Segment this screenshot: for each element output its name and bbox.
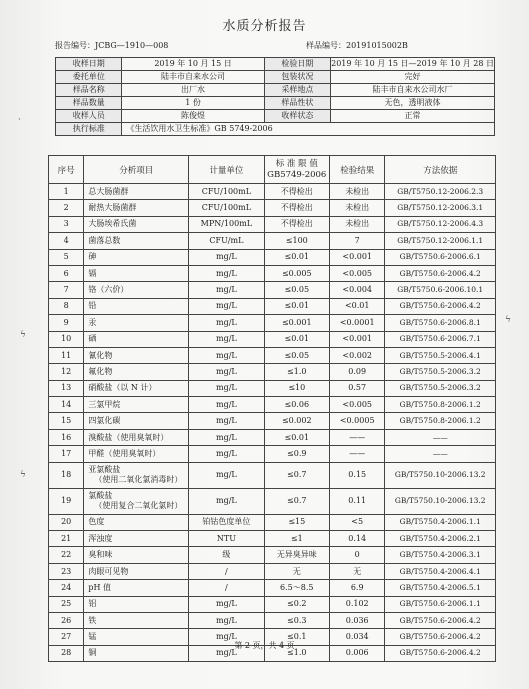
row-unit: mg/L (189, 265, 264, 281)
row-unit: 铂钴色度单位 (189, 514, 264, 530)
row-number: 17 (49, 446, 84, 462)
row-method: GB/T5750.12-2006.2.3 (385, 184, 496, 200)
row-unit: mg/L (189, 298, 264, 314)
row-unit: mg/L (189, 397, 264, 413)
result-row (49, 397, 496, 413)
info-row (56, 84, 495, 97)
row-item-name: 三氯甲烷 (88, 399, 121, 409)
row-method: —— (385, 446, 496, 462)
row-item-name: 肉眼可见物 (88, 566, 129, 576)
row-number: 24 (49, 580, 84, 596)
row-item (84, 216, 189, 232)
result-row (49, 200, 496, 216)
row-limit: ≤0.01 (264, 249, 329, 265)
row-item-name: 亚氯酸盐 (88, 465, 121, 475)
header-result: 检验结果 (329, 156, 384, 184)
header-method: 方法依据 (385, 156, 496, 184)
row-item-name: 锰 (88, 632, 97, 642)
row-number: 11 (49, 347, 84, 363)
row-limit: ≤15 (264, 514, 329, 530)
row-method: GB/T5750.4-2006.5.1 (385, 580, 496, 596)
row-item-name: 菌落总数 (88, 235, 121, 245)
row-limit: ≤0.01 (264, 298, 329, 314)
row-limit: ≤1 (264, 531, 329, 547)
row-unit: / (189, 580, 264, 596)
row-unit: mg/L (189, 413, 264, 429)
row-number: 21 (49, 531, 84, 547)
row-item (84, 282, 189, 298)
row-item (84, 531, 189, 547)
row-item-name: 镉 (88, 268, 97, 278)
row-item-name: 汞 (88, 317, 97, 327)
row-method: GB/T5750.6-2006.6.1 (385, 249, 496, 265)
row-number: 10 (49, 331, 84, 347)
row-item-name: 浑浊度 (88, 533, 113, 543)
row-item (84, 429, 189, 445)
result-row (49, 249, 496, 265)
row-unit: mg/L (189, 315, 264, 331)
row-item (84, 446, 189, 462)
row-number: 2 (49, 200, 84, 216)
row-limit: ≤0.3 (264, 612, 329, 628)
row-result: 0.034 (329, 629, 384, 645)
sample-info-table (55, 57, 495, 136)
result-row (49, 315, 496, 331)
row-number: 4 (49, 233, 84, 249)
row-limit: ≤10 (264, 380, 329, 396)
row-limit: ≤100 (264, 233, 329, 249)
row-limit: ≤1.0 (264, 645, 329, 661)
row-item-name: 总大肠菌群 (88, 186, 129, 196)
row-item (84, 380, 189, 396)
row-unit: CFU/100mL (189, 200, 264, 216)
result-row (49, 612, 496, 628)
row-limit: ≤0.002 (264, 413, 329, 429)
row-limit: 不得检出 (264, 184, 329, 200)
info-value: 正常 (331, 110, 495, 123)
row-unit: mg/L (189, 364, 264, 380)
row-result: 0.14 (329, 531, 384, 547)
row-number: 1 (49, 184, 84, 200)
row-unit: mg/L (189, 331, 264, 347)
row-item-name: 大肠埃希氏菌 (88, 219, 137, 229)
row-result: 0.09 (329, 364, 384, 380)
info-label: 采样地点 (264, 84, 330, 97)
row-item (84, 364, 189, 380)
row-method: GB/T5750.10-2006.13.2 (385, 462, 496, 488)
row-result: 0.15 (329, 462, 384, 488)
header-unit: 计量单位 (189, 156, 264, 184)
row-limit: ≤0.7 (264, 462, 329, 488)
row-item (84, 233, 189, 249)
result-row (49, 347, 496, 363)
row-limit: 6.5～8.5 (264, 580, 329, 596)
row-result: <0.005 (329, 397, 384, 413)
row-limit: ≤0.05 (264, 347, 329, 363)
result-row (49, 429, 496, 445)
row-item-name: 耐热大肠菌群 (88, 203, 137, 213)
row-number: 25 (49, 596, 84, 612)
row-item (84, 547, 189, 563)
row-number: 27 (49, 629, 84, 645)
result-row (49, 265, 496, 281)
row-item-condition: （使用复合二氧化氯时） (94, 501, 183, 511)
row-item-condition: （使用二氧化氯消毒时） (94, 475, 183, 485)
row-number: 5 (49, 249, 84, 265)
row-item (84, 200, 189, 216)
row-item-name: 溴酸盐（使用臭氧时） (88, 432, 169, 442)
row-method: GB/T5750.4-2006.4.1 (385, 563, 496, 579)
row-unit: mg/L (189, 645, 264, 661)
row-item-name: 硝酸盐（以 N 计） (88, 383, 157, 393)
row-result: <0.002 (329, 347, 384, 363)
row-result: 无 (329, 563, 384, 579)
row-limit: 无异臭异味 (264, 547, 329, 563)
result-row (49, 446, 496, 462)
row-method: GB/T5750.6-2006.7.1 (385, 331, 496, 347)
row-item-name: 铅 (88, 301, 97, 311)
row-unit: mg/L (189, 462, 264, 488)
row-limit: ≤0.2 (264, 596, 329, 612)
scan-mark: ϟ (20, 330, 26, 340)
row-unit: CFU/100mL (189, 184, 264, 200)
standard-label: 执行标准 (56, 123, 122, 136)
row-method: GB/T5750.10-2006.13.2 (385, 488, 496, 514)
row-item (84, 315, 189, 331)
row-result: 0.036 (329, 612, 384, 628)
row-number: 26 (49, 612, 84, 628)
result-row (49, 596, 496, 612)
row-unit: mg/L (189, 249, 264, 265)
row-limit: ≤0.01 (264, 331, 329, 347)
info-row-standard (56, 123, 495, 136)
row-method: GB/T5750.8-2006.1.2 (385, 397, 496, 413)
row-unit: 级 (189, 547, 264, 563)
results-header-row (49, 156, 496, 184)
row-limit: ≤0.1 (264, 629, 329, 645)
row-number: 18 (49, 462, 84, 488)
row-number: 8 (49, 298, 84, 314)
row-method: GB/T5750.12-2006.3.1 (385, 200, 496, 216)
info-label: 样品名称 (56, 84, 122, 97)
row-unit: mg/L (189, 380, 264, 396)
info-value: 2019 年 10 月 15 日 (122, 58, 264, 71)
row-item-name: 色度 (88, 517, 105, 527)
row-result: 未检出 (329, 216, 384, 232)
row-method: GB/T5750.6-2006.4.2 (385, 629, 496, 645)
result-row (49, 462, 496, 488)
row-item-name: pH 值 (88, 582, 111, 592)
info-label: 样品性状 (264, 97, 330, 110)
result-row (49, 563, 496, 579)
info-label: 包装状况 (264, 71, 330, 84)
result-row (49, 531, 496, 547)
row-number: 6 (49, 265, 84, 281)
row-item (84, 347, 189, 363)
row-unit: mg/L (189, 429, 264, 445)
row-item-name: 砷 (88, 252, 97, 262)
row-item (84, 331, 189, 347)
result-row (49, 331, 496, 347)
row-number: 15 (49, 413, 84, 429)
row-number: 22 (49, 547, 84, 563)
row-unit: MPN/100mL (189, 216, 264, 232)
row-limit: ≤0.01 (264, 429, 329, 445)
row-unit: mg/L (189, 596, 264, 612)
row-result: <0.0001 (329, 315, 384, 331)
row-number: 16 (49, 429, 84, 445)
row-item (84, 397, 189, 413)
row-method: GB/T5750.6-2006.4.2 (385, 645, 496, 661)
row-item (84, 580, 189, 596)
result-row (49, 380, 496, 396)
row-limit: ≤0.005 (264, 265, 329, 281)
row-item-name: 臭和味 (88, 550, 113, 560)
result-row (49, 282, 496, 298)
row-item (84, 413, 189, 429)
info-row (56, 97, 495, 110)
row-number: 20 (49, 514, 84, 530)
row-method: GB/T5750.5-2006.4.1 (385, 347, 496, 363)
row-limit: 无 (264, 563, 329, 579)
row-unit: CFU/mL (189, 233, 264, 249)
row-unit: mg/L (189, 629, 264, 645)
row-result: <0.004 (329, 282, 384, 298)
info-label: 检验日期 (264, 58, 330, 71)
sample-number: 样品编号：20191015002B (306, 41, 408, 50)
row-item-name: 氟化物 (88, 366, 113, 376)
row-result: <0.001 (329, 331, 384, 347)
row-method: GB/T5750.6-2006.1.1 (385, 596, 496, 612)
row-item (84, 596, 189, 612)
header-limit (264, 156, 329, 184)
row-result: —— (329, 429, 384, 445)
row-number: 19 (49, 488, 84, 514)
row-number: 14 (49, 397, 84, 413)
row-method: GB/T5750.6-2006.8.1 (385, 315, 496, 331)
row-method: GB/T5750.4-2006.1.1 (385, 514, 496, 530)
info-label: 收样状态 (264, 110, 330, 123)
info-value: 完好 (331, 71, 495, 84)
row-number: 28 (49, 645, 84, 661)
row-result: 7 (329, 233, 384, 249)
info-row (56, 110, 495, 123)
row-result: 未检出 (329, 200, 384, 216)
info-label: 样品数量 (56, 97, 122, 110)
scan-mark: · (18, 115, 21, 125)
row-result: 0.006 (329, 645, 384, 661)
row-number: 9 (49, 315, 84, 331)
row-item (84, 298, 189, 314)
row-item-name: 铜 (88, 648, 97, 658)
row-item (84, 249, 189, 265)
row-limit: 不得检出 (264, 216, 329, 232)
row-method: GB/T5750.4-2006.2.1 (385, 531, 496, 547)
row-result: <5 (329, 514, 384, 530)
row-unit: NTU (189, 531, 264, 547)
row-item-name: 铬（六价） (88, 285, 129, 295)
row-result: 0.57 (329, 380, 384, 396)
row-method: GB/T5750.12-2006.4.3 (385, 216, 496, 232)
analysis-results-table (48, 155, 496, 662)
info-value: 无色，透明液体 (331, 97, 495, 110)
result-row (49, 413, 496, 429)
row-item (84, 488, 189, 514)
row-item-name: 硒 (88, 334, 97, 344)
row-method: GB/T5750.5-2006.3.2 (385, 380, 496, 396)
row-result: <0.001 (329, 249, 384, 265)
info-value: 1 份 (122, 97, 264, 110)
row-item-name: 甲醛（使用臭氧时） (88, 448, 161, 458)
row-unit: mg/L (189, 612, 264, 628)
row-limit: ≤0.06 (264, 397, 329, 413)
row-item (84, 462, 189, 488)
row-number: 3 (49, 216, 84, 232)
info-value: 出厂水 (122, 84, 264, 97)
row-number: 12 (49, 364, 84, 380)
scan-mark: ϟ (20, 470, 26, 480)
result-row (49, 216, 496, 232)
row-item-name: 氯酸盐 (88, 491, 113, 501)
info-label: 委托单位 (56, 71, 122, 84)
info-row (56, 58, 495, 71)
row-result: <0.005 (329, 265, 384, 281)
row-method: GB/T5750.4-2006.3.1 (385, 547, 496, 563)
row-limit: 不得检出 (264, 200, 329, 216)
row-result: <0.0005 (329, 413, 384, 429)
row-method: GB/T5750.6-2006.4.2 (385, 612, 496, 628)
result-row (49, 514, 496, 530)
row-item-name: 铁 (88, 615, 97, 625)
info-value: 陈俊煜 (122, 110, 264, 123)
info-label: 收样日期 (56, 58, 122, 71)
result-row (49, 233, 496, 249)
row-unit: mg/L (189, 347, 264, 363)
result-row (49, 580, 496, 596)
row-result: 6.9 (329, 580, 384, 596)
row-method: GB/T5750.5-2006.3.2 (385, 364, 496, 380)
row-unit: mg/L (189, 446, 264, 462)
standard-value: 《生活饮用水卫生标准》GB 5749-2006 (122, 123, 495, 136)
row-unit: mg/L (189, 488, 264, 514)
result-row (49, 364, 496, 380)
row-item (84, 184, 189, 200)
row-limit: ≤1.0 (264, 364, 329, 380)
result-row (49, 298, 496, 314)
row-method: —— (385, 429, 496, 445)
row-item-name: 铝 (88, 599, 97, 609)
row-number: 13 (49, 380, 84, 396)
row-result: —— (329, 446, 384, 462)
row-number: 7 (49, 282, 84, 298)
row-result: 未检出 (329, 184, 384, 200)
result-row (49, 547, 496, 563)
header-limit-title: 标 准 限 值 (275, 158, 318, 169)
info-value: 2019 年 10 月 15 日—2019 年 10 月 28 日 (331, 58, 495, 71)
row-number: 23 (49, 563, 84, 579)
row-item-name: 氰化物 (88, 350, 113, 360)
row-limit: ≤0.9 (264, 446, 329, 462)
result-row (49, 488, 496, 514)
row-item (84, 563, 189, 579)
row-method: GB/T5750.6-2006.10.1 (385, 282, 496, 298)
row-method: GB/T5750.6-2006.4.2 (385, 298, 496, 314)
row-method: GB/T5750.6-2006.4.2 (385, 265, 496, 281)
row-method: GB/T5750.8-2006.1.2 (385, 413, 496, 429)
page-number: 第 2 页，共 4 页 (234, 641, 295, 650)
info-value: 陆丰市自来水公司 (122, 71, 264, 84)
row-result: 0.102 (329, 596, 384, 612)
row-item (84, 514, 189, 530)
row-method: GB/T5750.12-2006.1.1 (385, 233, 496, 249)
row-limit: ≤0.05 (264, 282, 329, 298)
row-item (84, 265, 189, 281)
report-number: 报告编号：JCBG—1910—008 (55, 41, 169, 50)
row-unit: mg/L (189, 282, 264, 298)
row-result: 0 (329, 547, 384, 563)
row-limit: ≤0.001 (264, 315, 329, 331)
info-label: 收样人员 (56, 110, 122, 123)
header-no: 序号 (49, 156, 84, 184)
info-row (56, 71, 495, 84)
row-item-name: 四氯化碳 (88, 416, 121, 426)
row-item (84, 612, 189, 628)
row-result: 0.11 (329, 488, 384, 514)
result-row (49, 184, 496, 200)
row-unit: / (189, 563, 264, 579)
row-result: <0.01 (329, 298, 384, 314)
report-title: 水质分析报告 (222, 19, 307, 34)
info-value: 陆丰市自来水公司水厂 (331, 84, 495, 97)
row-limit: ≤0.7 (264, 488, 329, 514)
scan-mark: ϟ (505, 315, 511, 325)
header-limit-standard: GB5749-2006 (267, 169, 327, 180)
header-item: 分析项目 (84, 156, 189, 184)
